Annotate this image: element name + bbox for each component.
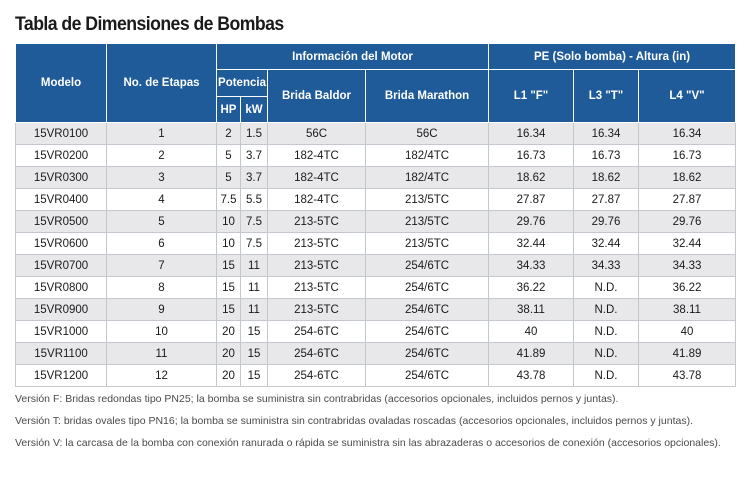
- footnote: Versión T: bridas ovales tipo PN16; la bomba se suministra sin contrabridas ovaladas roscadas (accesorios opcionales, incluidos pernos y juntas).: [15, 415, 693, 427]
- header-potencia: Potencia: [217, 70, 268, 97]
- cell-hp: 15: [217, 277, 241, 299]
- cell-etapas: 12: [107, 365, 217, 387]
- cell-modelo: 15VR0200: [16, 145, 107, 167]
- cell-brida-marathon: 254/6TC: [366, 277, 489, 299]
- cell-l4: 32.44: [639, 233, 736, 255]
- cell-brida-marathon: 213/5TC: [366, 211, 489, 233]
- cell-etapas: 11: [107, 343, 217, 365]
- cell-l1: 18.62: [489, 167, 574, 189]
- cell-brida-baldor: 182-4TC: [268, 189, 366, 211]
- header-modelo: Modelo: [16, 44, 107, 123]
- cell-kw: 5.5: [241, 189, 268, 211]
- cell-l1: 16.73: [489, 145, 574, 167]
- cell-l4: 16.34: [639, 123, 736, 145]
- cell-l3: 16.73: [574, 145, 639, 167]
- cell-l1: 27.87: [489, 189, 574, 211]
- cell-l4: 27.87: [639, 189, 736, 211]
- cell-brida-marathon: 254/6TC: [366, 365, 489, 387]
- table-row: [16, 233, 736, 255]
- cell-l1: 38.11: [489, 299, 574, 321]
- cell-brida-marathon: 254/6TC: [366, 321, 489, 343]
- table-row: [16, 321, 736, 343]
- header-etapas: No. de Etapas: [107, 44, 217, 123]
- header-l1: L1 "F": [489, 70, 574, 123]
- table-row: [16, 343, 736, 365]
- cell-hp: 15: [217, 299, 241, 321]
- cell-kw: 7.5: [241, 211, 268, 233]
- cell-l4: 40: [639, 321, 736, 343]
- header-info-motor: Información del Motor: [217, 44, 489, 70]
- table-body: [16, 123, 736, 387]
- header-l4: L4 "V": [639, 70, 736, 123]
- cell-l1: 34.33: [489, 255, 574, 277]
- cell-kw: 1.5: [241, 123, 268, 145]
- cell-hp: 10: [217, 233, 241, 255]
- cell-modelo: 15VR1200: [16, 365, 107, 387]
- cell-l4: 38.11: [639, 299, 736, 321]
- header-brida-marathon: Brida Marathon: [366, 70, 489, 123]
- cell-hp: 15: [217, 255, 241, 277]
- cell-l4: 34.33: [639, 255, 736, 277]
- cell-modelo: 15VR1100: [16, 343, 107, 365]
- cell-brida-baldor: 254-6TC: [268, 365, 366, 387]
- cell-modelo: 15VR0800: [16, 277, 107, 299]
- cell-l3: 27.87: [574, 189, 639, 211]
- table-row: [16, 299, 736, 321]
- cell-brida-baldor: 213-5TC: [268, 211, 366, 233]
- cell-etapas: 2: [107, 145, 217, 167]
- cell-l4: 16.73: [639, 145, 736, 167]
- cell-brida-marathon: 182/4TC: [366, 145, 489, 167]
- cell-hp: 2: [217, 123, 241, 145]
- table-row: [16, 211, 736, 233]
- cell-l3: 32.44: [574, 233, 639, 255]
- cell-kw: 11: [241, 255, 268, 277]
- cell-brida-baldor: 182-4TC: [268, 145, 366, 167]
- table-header: [16, 44, 736, 123]
- cell-etapas: 10: [107, 321, 217, 343]
- cell-etapas: 1: [107, 123, 217, 145]
- cell-modelo: 15VR0900: [16, 299, 107, 321]
- cell-l4: 36.22: [639, 277, 736, 299]
- cell-kw: 15: [241, 321, 268, 343]
- cell-l1: 16.34: [489, 123, 574, 145]
- cell-kw: 11: [241, 299, 268, 321]
- cell-brida-baldor: 213-5TC: [268, 299, 366, 321]
- cell-l1: 36.22: [489, 277, 574, 299]
- cell-l3: N.D.: [574, 299, 639, 321]
- footnotes: [15, 392, 735, 458]
- table-row: [16, 277, 736, 299]
- cell-kw: 3.7: [241, 167, 268, 189]
- table-row: [16, 145, 736, 167]
- cell-etapas: 6: [107, 233, 217, 255]
- cell-l1: 29.76: [489, 211, 574, 233]
- pump-dimensions-table: [15, 43, 736, 387]
- table-row: [16, 365, 736, 387]
- cell-hp: 7.5: [217, 189, 241, 211]
- cell-brida-marathon: 254/6TC: [366, 299, 489, 321]
- cell-hp: 20: [217, 365, 241, 387]
- cell-l4: 29.76: [639, 211, 736, 233]
- cell-l3: 16.34: [574, 123, 639, 145]
- cell-kw: 11: [241, 277, 268, 299]
- cell-l4: 43.78: [639, 365, 736, 387]
- cell-l1: 32.44: [489, 233, 574, 255]
- cell-brida-marathon: 254/6TC: [366, 343, 489, 365]
- cell-etapas: 4: [107, 189, 217, 211]
- cell-l1: 43.78: [489, 365, 574, 387]
- page-title: Tabla de Dimensiones de Bombas: [15, 14, 284, 35]
- table-row: [16, 167, 736, 189]
- cell-etapas: 9: [107, 299, 217, 321]
- cell-brida-baldor: 213-5TC: [268, 233, 366, 255]
- cell-brida-marathon: 213/5TC: [366, 189, 489, 211]
- cell-l4: 18.62: [639, 167, 736, 189]
- cell-kw: 3.7: [241, 145, 268, 167]
- header-hp: HP: [217, 97, 241, 123]
- cell-hp: 20: [217, 321, 241, 343]
- cell-l1: 41.89: [489, 343, 574, 365]
- cell-hp: 20: [217, 343, 241, 365]
- cell-l4: 41.89: [639, 343, 736, 365]
- cell-modelo: 15VR0100: [16, 123, 107, 145]
- cell-brida-baldor: 254-6TC: [268, 321, 366, 343]
- cell-brida-baldor: 213-5TC: [268, 277, 366, 299]
- table-row: [16, 189, 736, 211]
- cell-l3: N.D.: [574, 365, 639, 387]
- cell-etapas: 7: [107, 255, 217, 277]
- cell-modelo: 15VR0300: [16, 167, 107, 189]
- cell-etapas: 3: [107, 167, 217, 189]
- footnote: Versión V: la carcasa de la bomba con conexión ranurada o rápida se suministra sin las abrazaderas o accesorios de conexión (accesorios opcionales).: [15, 437, 721, 449]
- cell-modelo: 15VR0600: [16, 233, 107, 255]
- cell-brida-marathon: 182/4TC: [366, 167, 489, 189]
- footnote: Versión F: Bridas redondas tipo PN25; la bomba se suministra sin contrabridas (accesorios opcionales, incluidos pernos y juntas).: [15, 393, 619, 405]
- cell-etapas: 5: [107, 211, 217, 233]
- cell-brida-baldor: 182-4TC: [268, 167, 366, 189]
- header-kw: kW: [241, 97, 268, 123]
- cell-etapas: 8: [107, 277, 217, 299]
- cell-brida-marathon: 56C: [366, 123, 489, 145]
- cell-l3: 18.62: [574, 167, 639, 189]
- cell-hp: 5: [217, 167, 241, 189]
- table-row: [16, 123, 736, 145]
- cell-kw: 15: [241, 343, 268, 365]
- header-brida-baldor: Brida Baldor: [268, 70, 366, 123]
- cell-l3: N.D.: [574, 321, 639, 343]
- cell-brida-baldor: 56C: [268, 123, 366, 145]
- cell-modelo: 15VR1000: [16, 321, 107, 343]
- cell-kw: 7.5: [241, 233, 268, 255]
- cell-brida-marathon: 254/6TC: [366, 255, 489, 277]
- cell-kw: 15: [241, 365, 268, 387]
- cell-l3: N.D.: [574, 277, 639, 299]
- cell-hp: 10: [217, 211, 241, 233]
- cell-l3: N.D.: [574, 343, 639, 365]
- cell-l1: 40: [489, 321, 574, 343]
- cell-modelo: 15VR0500: [16, 211, 107, 233]
- cell-l3: 34.33: [574, 255, 639, 277]
- cell-brida-marathon: 213/5TC: [366, 233, 489, 255]
- cell-brida-baldor: 213-5TC: [268, 255, 366, 277]
- cell-brida-baldor: 254-6TC: [268, 343, 366, 365]
- cell-l3: 29.76: [574, 211, 639, 233]
- header-pe-altura: PE (Solo bomba) - Altura (in): [489, 44, 736, 70]
- cell-modelo: 15VR0400: [16, 189, 107, 211]
- cell-hp: 5: [217, 145, 241, 167]
- header-l3: L3 "T": [574, 70, 639, 123]
- table-row: [16, 255, 736, 277]
- cell-modelo: 15VR0700: [16, 255, 107, 277]
